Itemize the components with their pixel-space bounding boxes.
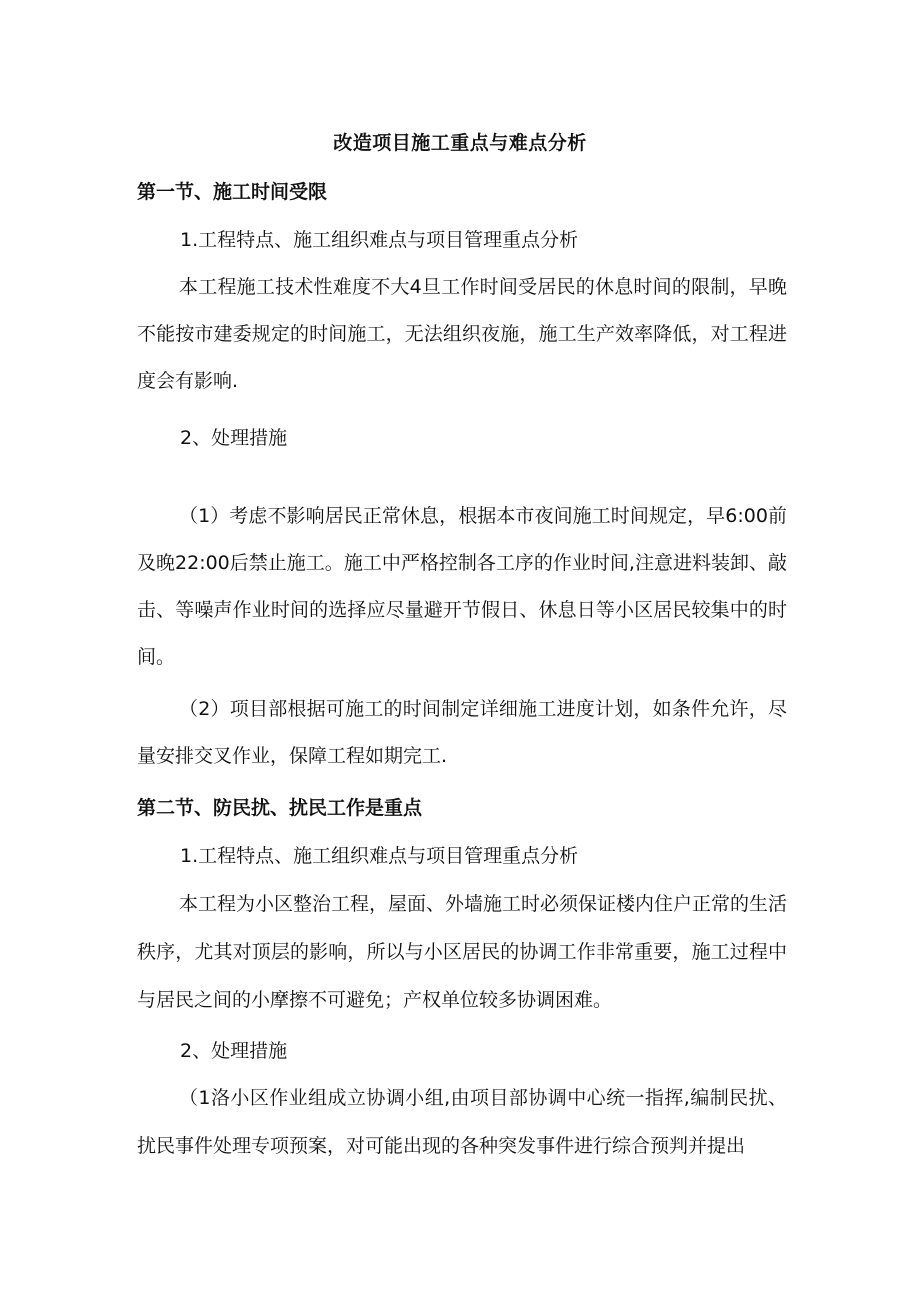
- section-1-subheading-measures: 2、处理措施: [180, 427, 288, 449]
- section-2-analysis-paragraph: 本工程为小区整治工程，屋面、外墙施工时必须保证楼内住户正常的生活秩序，尤其对顶层的影响，所以与小区居民的协调工作非常重要，施工过程中与居民之间的小摩擦不可避免；产权单位较多协调困难。: [137, 893, 788, 1011]
- section-2-subheading-measures: 2、处理措施: [180, 1040, 288, 1062]
- section-2-subheading-analysis: 1.工程特点、施工组织难点与项目管理重点分析: [180, 845, 579, 867]
- section-1-analysis-paragraph: 本工程施工技术性难度不大4旦工作时间受居民的休息时间的限制，早晚不能按市建委规定的时间施工，无法组织夜施，施工生产效率降低，对工程进度会有影响.: [137, 276, 787, 392]
- section-1-heading: 第一节、施工时间受限: [137, 181, 328, 203]
- section-2-measure-item-1: （1洛小区作业组成立协调小组,由项目部协调中心统一指挥,编制民扰、扰民事件处理专项预案，对可能出现的各种突发事件进行综合预判并提出: [137, 1087, 787, 1157]
- section-1-measure-item-2: （2）项目部根据可施工的时间制定详细施工进度计划，如条件允许，尽量安排交叉作业，保障工程如期完工.: [137, 698, 787, 767]
- section-1-measure-item-1: （1）考虑不影响居民正常休息，根据本市夜间施工时间规定，早6:00前及晚22:00后禁止施工。施工中严格控制各工序的作业时间,注意进料装卸、敲击、等噪声作业时间的选择应尽量避开节假日、休息日等小区居民较集中的时间。: [137, 505, 787, 668]
- document-title: 改造项目施工重点与难点分析: [333, 132, 587, 154]
- section-1-subheading-analysis: 1.工程特点、施工组织难点与项目管理重点分析: [180, 229, 579, 251]
- section-2-heading: 第二节、防民扰、扰民工作是重点: [137, 797, 423, 819]
